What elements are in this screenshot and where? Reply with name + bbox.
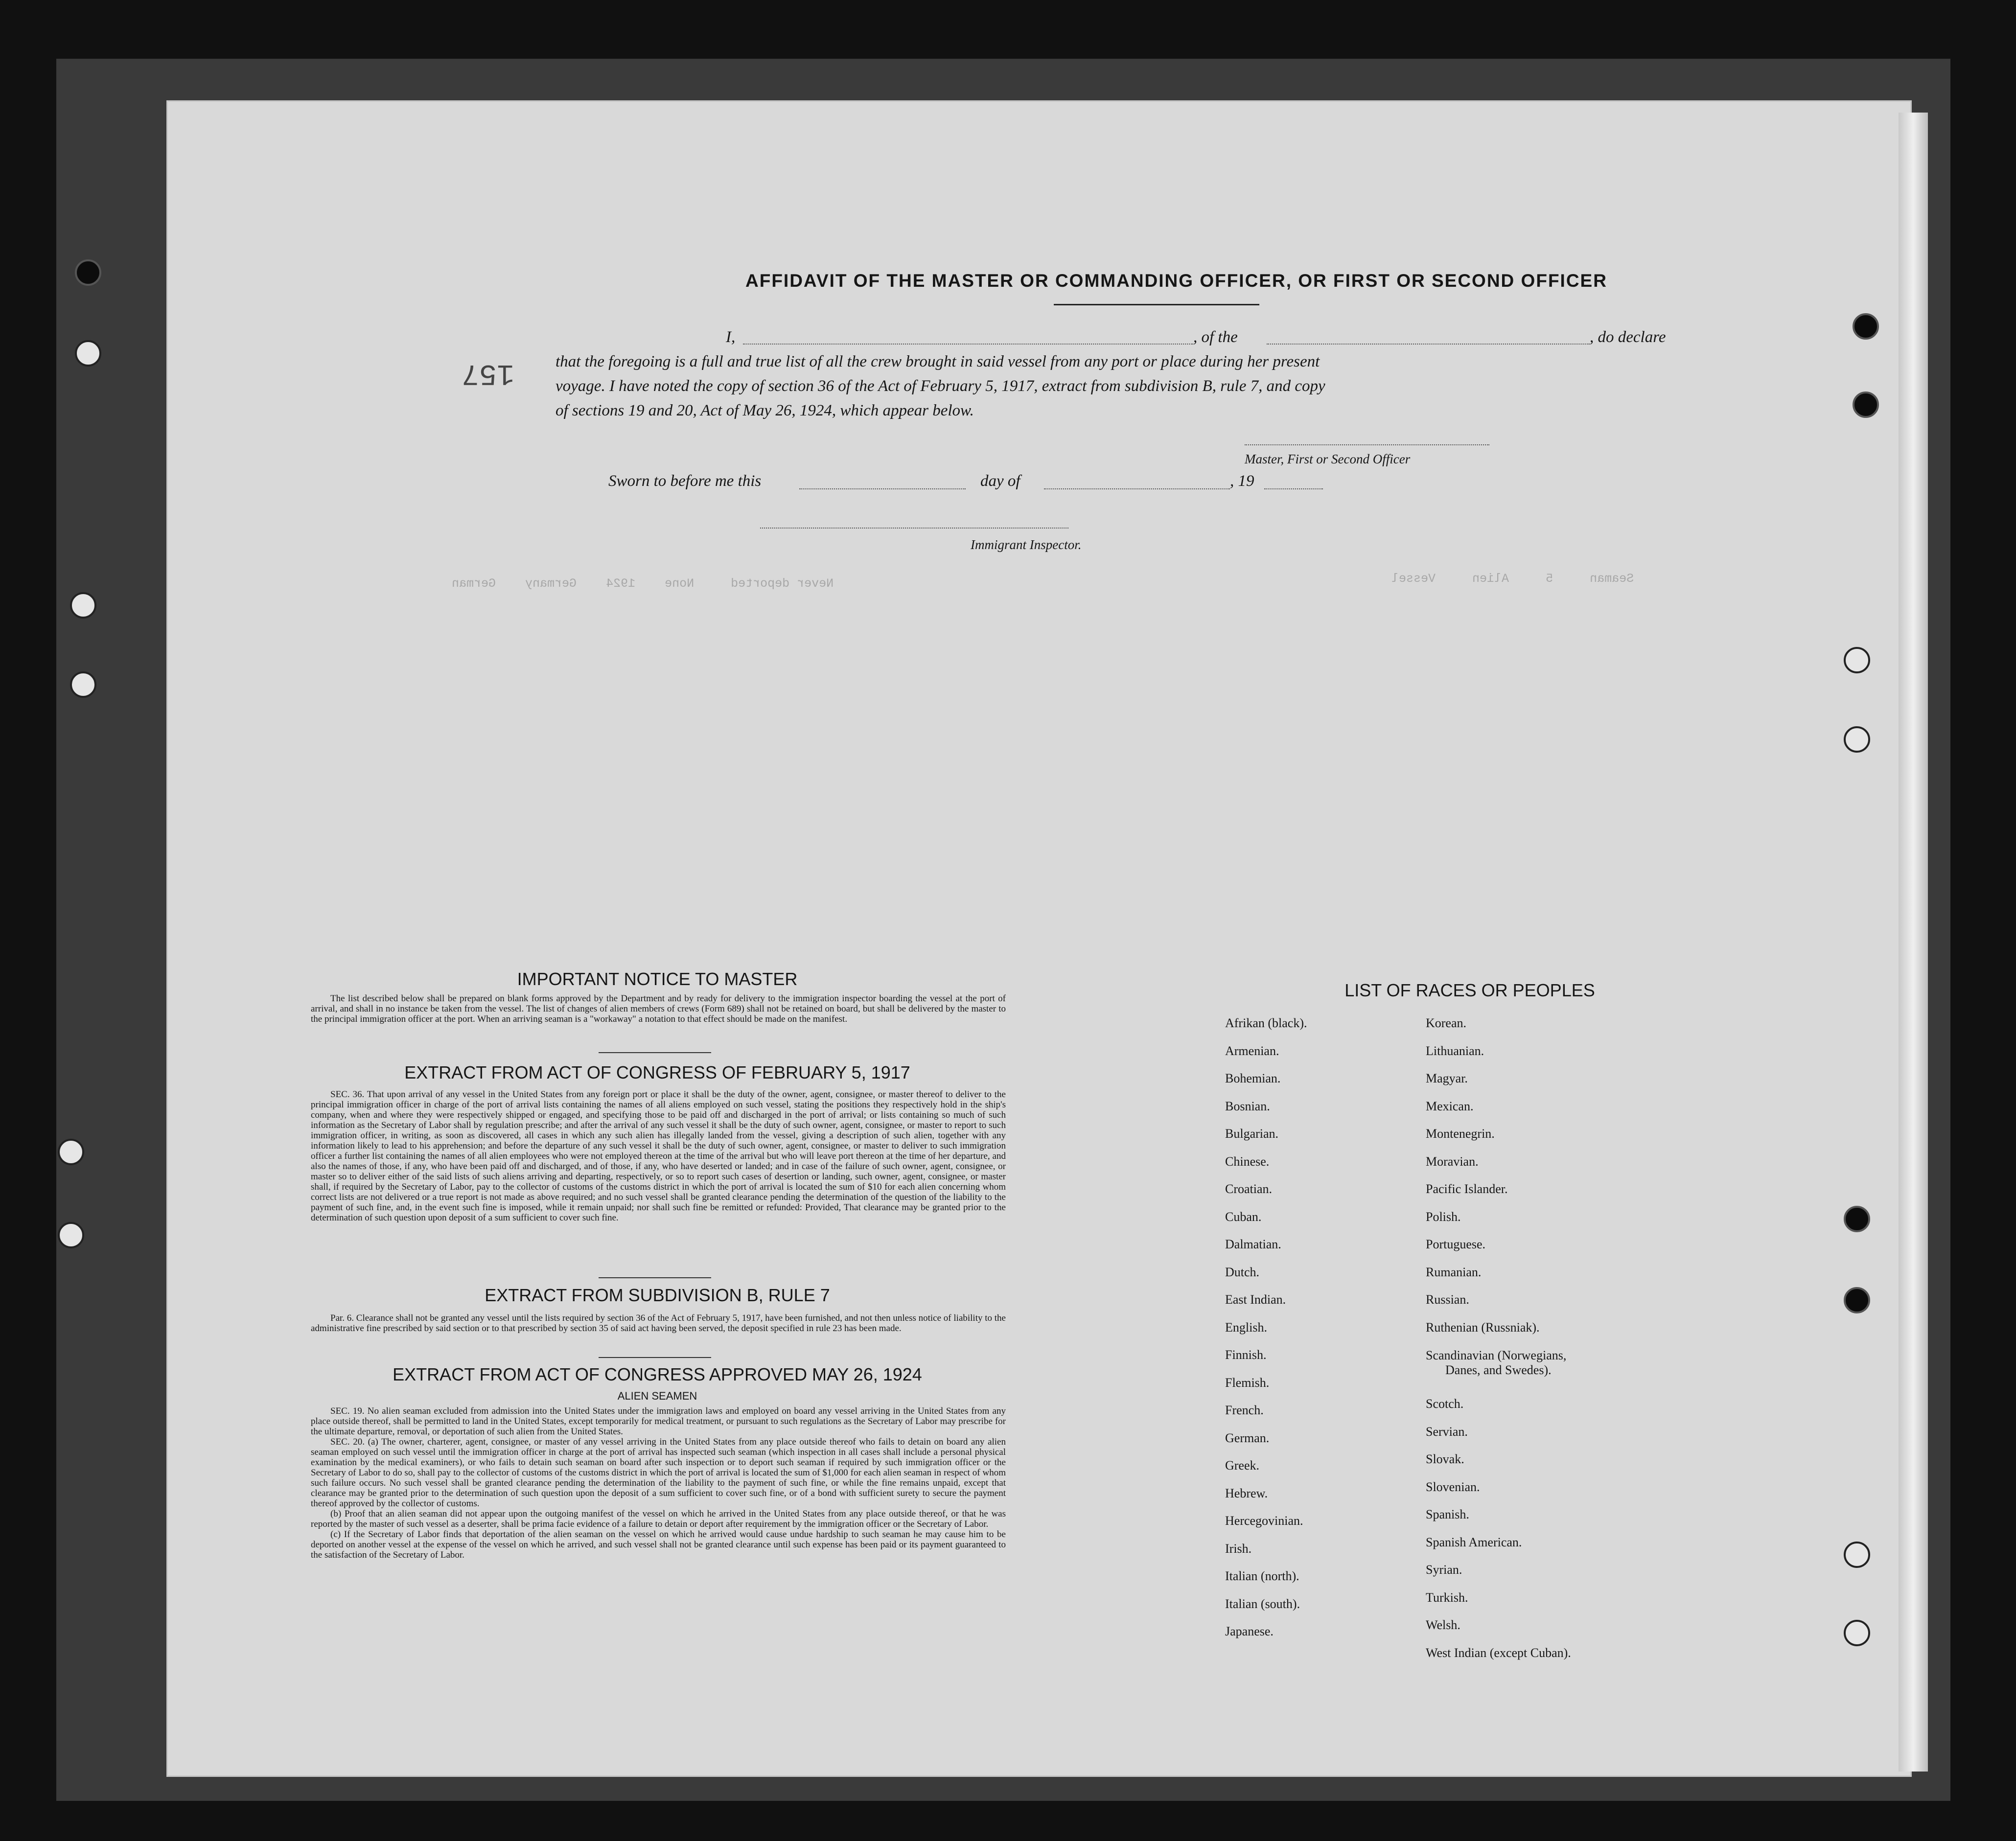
vessel-blank[interactable] [1267, 344, 1590, 345]
race-entry: Montenegrin. [1426, 1127, 1495, 1141]
bleed-through-text: Seaman 5 Alien Vessel [1391, 572, 1634, 586]
extract-1924-heading: EXTRACT FROM ACT OF CONGRESS APPROVED MAY 26, 1924 [393, 1364, 922, 1384]
sec-36-paragraph: SEC. 36. That upon arrival of any vessel in the United States from any foreign port or place it shall be the duty of the owner, agent, consignee, or master thereof to deliver to the principal immigration officer in charge of the port of arrival lists containing the names of all aliens employed on such vessel, stating the positions they respectively hold in the ship's company, when and where they were respectively shipped or engaged, and specifying those to be paid off and discharged in the port of arrival; or lists containing so much of such information as the Secretary of Labor shall by regulation prescribe; and after the arrival of any such vessel it shall be the duty of such owner, agent, consignee, or master to report to such immigration officer, in writing, as soon as discovered, all cases in which any such alien has illegally landed from the vessel, giving a description of such alien, together with any information likely to lead to his apprehension; and before the departure of any such vessel it shall be the duty of such owner, agent, consignee, or master to deliver to such immigration officer a further list containing the names of all alien employees who were not employed thereon at the time of the arrival but who will leave port thereon at the time of her departure, and also the names of those, if any, who have been paid off and discharged, and of those, if any, who have deserted or landed; and in case of the failure of such owner, agent, consignee, or master so to deliver either of the said lists of such aliens arriving and departing, respectively, or so to report such cases of desertion or landing, such owner, agent, consignee, or master shall, if required by the Secretary of Labor, pay to the collector of customs of the customs district in which the port of arrival is located the sum of $10 for each alien concerning whom correct lists are not delivered or a true report is not made as above required; and no such vessel shall be granted clearance pending the determination of the question of the liability to the payment of such fine, and, in the event such fine is imposed, while it remain unpaid; nor shall such fine be remitted or refunded: Provided, That clearance may be granted prior to the determination of such question upon deposit of a sum sufficient to cover such fine. [311, 1089, 1006, 1223]
race-entry: Lithuanian. [1426, 1043, 1484, 1058]
race-entry: German. [1225, 1430, 1270, 1445]
race-entry: Dutch. [1225, 1265, 1260, 1279]
affidavit-line-2: that the foregoing is a full and true list of all the crew brought in said vessel from any port or place during her present [556, 353, 1320, 370]
race-entry: Italian (north). [1225, 1569, 1299, 1583]
binding-hole [70, 592, 96, 619]
section-divider [599, 1277, 711, 1278]
binding-hole [75, 340, 101, 367]
affidavit-declare: , do declare [1590, 328, 1666, 346]
race-entry: Russian. [1426, 1292, 1469, 1307]
day-of-label: day of [980, 472, 1020, 490]
binding-hole [1853, 391, 1879, 418]
section-divider [599, 1357, 711, 1358]
race-entry: Magyar. [1426, 1071, 1468, 1085]
name-blank[interactable] [743, 344, 1193, 345]
race-entry: Bohemian. [1225, 1071, 1281, 1085]
notice-heading: IMPORTANT NOTICE TO MASTER [517, 969, 798, 989]
affidavit-title: AFFIDAVIT OF THE MASTER OR COMMANDING OFFICER, OR FIRST OR SECOND OFFICER [745, 271, 1607, 291]
races-left-column [1225, 1010, 1307, 1646]
binding-hole [1844, 1620, 1870, 1646]
race-entry: Cuban. [1225, 1209, 1262, 1224]
affidavit-of-the: , of the [1193, 328, 1238, 346]
race-entry: Scotch. [1426, 1397, 1464, 1411]
page-number: 157 [462, 356, 515, 390]
sec-20c-paragraph: (c) If the Secretary of Labor finds that deportation of the alien seaman on the vessel on which he arrived would cause undue hardship to such seaman he may cause him to be deported on another vessel at the expense of the vessel on which he arrived, and such vessel shall not be granted clearance until such expense has been paid or its payment guaranteed to the satisfaction of the Secretary of Labor. [311, 1529, 1006, 1560]
subdivision-b-text [311, 1313, 1006, 1334]
binding-hole [1844, 726, 1870, 753]
extract-1917-text [311, 1089, 1006, 1223]
race-entry: Polish. [1426, 1209, 1461, 1224]
sworn-label: Sworn to before me this [608, 472, 762, 490]
inspector-label: Immigrant Inspector. [971, 537, 1082, 552]
master-label: Master, First or Second Officer [1245, 452, 1411, 466]
affidavit-line-3: voyage. I have noted the copy of section 36 of the Act of February 5, 1917, extract from subdivision B, rule 7, and copy [556, 377, 1325, 395]
race-entry: Scandinavian (Norwegians, [1426, 1348, 1567, 1362]
race-entry: Syrian. [1426, 1563, 1462, 1577]
extract-1917-heading: EXTRACT FROM ACT OF CONGRESS OF FEBRUARY 5, 1917 [404, 1062, 910, 1082]
extract-1924-text [311, 1406, 1006, 1560]
sec-20a-paragraph: SEC. 20. (a) The owner, charterer, agent, consignee, or master of any vessel arriving in the United States from any place outside thereof who fails to detain on board any alien seaman employed on such vessel until the immigration officer in charge at the port of arrival has inspected such seaman (which inspection in all cases shall include a personal physical examination by the medical examiners), or who fails to detain such seaman on board after such inspection or to deport such seaman if required by such immigration officer or the Secretary of Labor to do so, shall pay to the collector of customs of the customs district in which the port of arrival is located the sum of $1,000 for each alien seaman in respect of whom such failure occurs. No such vessel shall be granted clearance pending the determination of the liability to the payment of such fine, or while the fine remains unpaid, except that clearance may be granted prior to the determination of such question upon the deposit of a sum sufficient to cover such fine, or of a bond with sufficient surety to secure the payment thereof approved by the collector of customs. [311, 1437, 1006, 1509]
binding-hole [1853, 313, 1879, 340]
race-entry: West Indian (except Cuban). [1426, 1645, 1571, 1660]
binding-hole [1844, 1206, 1870, 1232]
master-signature-blank[interactable] [1245, 444, 1489, 445]
races-right-column [1426, 1010, 1571, 1667]
page-edge [1899, 113, 1928, 1772]
binding-hole [1844, 1542, 1870, 1568]
race-entry: Japanese. [1225, 1624, 1274, 1638]
section-divider [599, 1052, 711, 1053]
document-page [166, 100, 1912, 1777]
race-entry: Mexican. [1426, 1099, 1474, 1113]
binding-hole [58, 1222, 84, 1248]
race-entry: Spanish American. [1426, 1535, 1522, 1549]
race-entry: Armenian. [1225, 1043, 1279, 1058]
race-entry: Hebrew. [1225, 1486, 1268, 1500]
binding-hole [75, 259, 101, 286]
race-entry: Ruthenian (Russniak). [1426, 1320, 1540, 1335]
race-entry: Spanish. [1426, 1507, 1469, 1521]
binding-hole [1844, 1287, 1870, 1313]
affidavit-i: I, [726, 328, 736, 346]
affidavit-line-4: of sections 19 and 20, Act of May 26, 1924, which appear below. [556, 402, 974, 419]
notice-text [311, 993, 1006, 1024]
race-entry: Turkish. [1426, 1590, 1468, 1605]
race-entry: French. [1225, 1403, 1264, 1417]
race-entry: Bulgarian. [1225, 1127, 1279, 1141]
par-6-paragraph: Par. 6. Clearance shall not be granted any vessel until the lists required by section 36 of the Act of February 5, 1917, have been furnished, and not then unless notice of liability to the administrative fine prescribed by said section or to that prescribed by section 35 of said act having been served, the deposit specified in rule 23 has been made. [311, 1313, 1006, 1334]
bleed-through-text: Never deported None 1924 Germany German [452, 576, 834, 591]
binding-hole [70, 671, 96, 698]
races-heading: LIST OF RACES OR PEOPLES [1344, 980, 1595, 1000]
year-blank[interactable] [1264, 488, 1323, 489]
sec-20b-paragraph: (b) Proof that an alien seaman did not appear upon the outgoing manifest of the vessel on which he arrived in the United States from any place outside thereof, or that he was reported by the master of such vessel as a deserter, shall be prima facie evidence of a failure to detain or deport after requirement by the immigration officer or the Secretary of Labor. [311, 1509, 1006, 1529]
race-entry: Pacific Islander. [1426, 1182, 1508, 1196]
binding-hole [58, 1139, 84, 1165]
year-label: , 19 [1230, 472, 1254, 490]
race-entry: Flemish. [1225, 1375, 1270, 1390]
sworn-day-blank[interactable] [799, 488, 966, 489]
race-entry: Rumanian. [1426, 1265, 1482, 1279]
race-entry: Croatian. [1225, 1182, 1273, 1196]
race-entry: Slovak. [1426, 1452, 1464, 1466]
race-entry: Greek. [1225, 1458, 1260, 1473]
binding-hole [1844, 647, 1870, 673]
sec-19-paragraph: SEC. 19. No alien seaman excluded from admission into the United States under the immigration laws and employed on board any vessel arriving in the United States from any place outside thereof, shall be permitted to land in the United States, except temporarily for medical treatment, or pursuant to such regulations as the Secretary of Labor may prescribe for the ultimate departure, removal, or deportation of such alien from the United States. [311, 1406, 1006, 1437]
race-entry: Afrikan (black). [1225, 1016, 1307, 1030]
race-entry: Servian. [1426, 1424, 1468, 1439]
race-entry: Finnish. [1225, 1348, 1267, 1362]
race-entry: Chinese. [1225, 1154, 1270, 1169]
race-entry: Moravian. [1426, 1154, 1479, 1169]
alien-seamen-subheading: ALIEN SEAMEN [617, 1390, 697, 1402]
race-entry: Slovenian. [1426, 1479, 1480, 1494]
race-entry: English. [1225, 1320, 1267, 1335]
race-entry: Irish. [1225, 1541, 1252, 1556]
race-entry: Hercegovinian. [1225, 1514, 1303, 1528]
subdivision-b-heading: EXTRACT FROM SUBDIVISION B, RULE 7 [485, 1285, 830, 1305]
race-entry: East Indian. [1225, 1292, 1286, 1307]
notice-paragraph: The list described below shall be prepared on blank forms approved by the Department and by ready for delivery to the immigration inspector boarding the vessel at the port of arrival, and shall in no instance be taken from the vessel. The list of changes of alien members of crews (Form 689) shall not be retained on board, but shall be delivered by the master to the principal immigration officer at the port. When an arriving seaman is a "workaway" a notation to that effect should be made on the manifest. [311, 993, 1006, 1024]
race-entry: Portuguese. [1426, 1237, 1486, 1251]
inspector-signature-blank[interactable] [760, 528, 1068, 529]
race-entry: Dalmatian. [1225, 1237, 1281, 1251]
race-entry: Danes, and Swedes). [1445, 1363, 1552, 1377]
sworn-month-blank[interactable] [1044, 488, 1230, 489]
title-divider [1054, 304, 1259, 305]
race-entry: Korean. [1426, 1016, 1467, 1030]
race-entry: Italian (south). [1225, 1596, 1300, 1611]
race-entry: Welsh. [1426, 1618, 1460, 1632]
race-entry: Bosnian. [1225, 1099, 1270, 1113]
